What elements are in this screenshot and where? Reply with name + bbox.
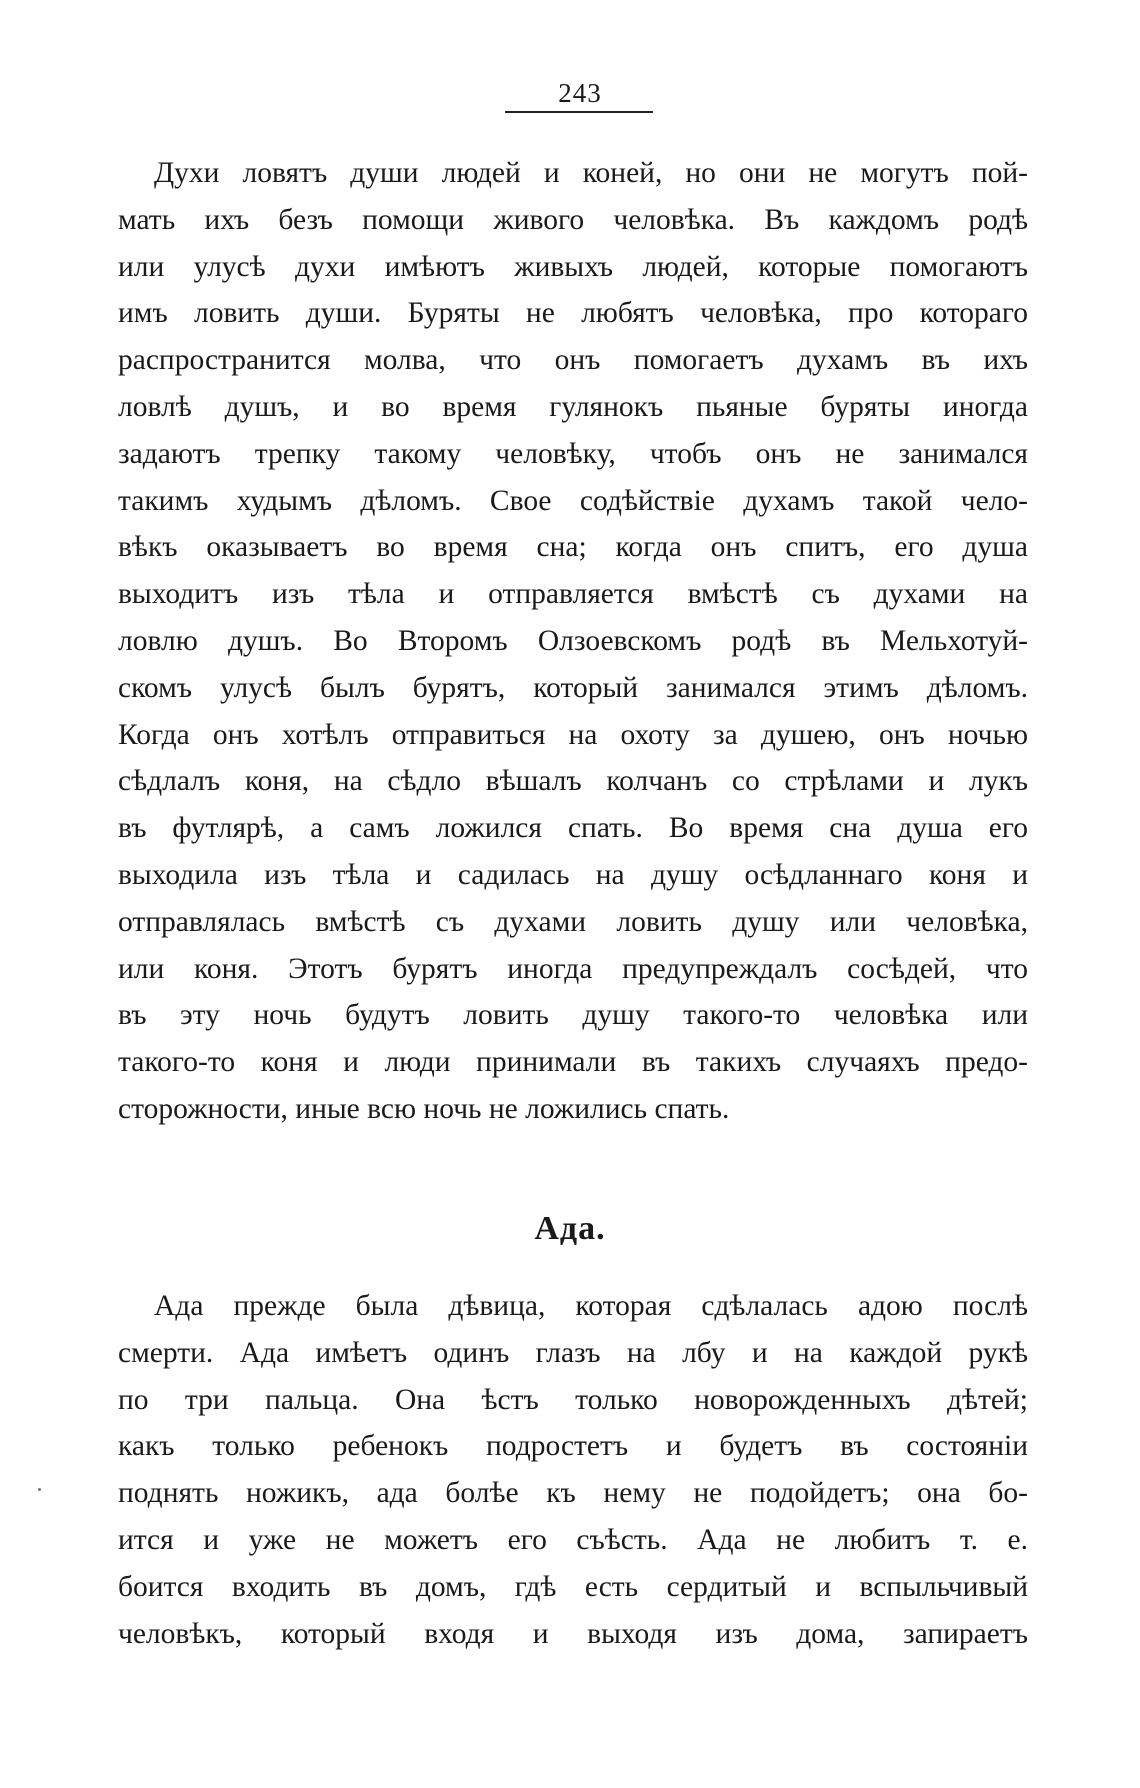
- text-line: Ада прежде была дѣвица, которая сдѣлалась адою послѣ: [154, 1290, 1028, 1322]
- text-line: имъ ловить души. Буряты не любятъ человѣка, про котораго: [118, 297, 1028, 330]
- text-line: задаютъ трепку такому человѣку, чтобъ онъ не занимался: [118, 437, 1028, 470]
- text-line: отправлялась вмѣстѣ съ духами ловить душу или человѣка,: [118, 905, 1028, 938]
- text-line: сѣдлалъ коня, на сѣдло вѣшалъ колчанъ со стрѣлами и лукъ: [118, 765, 1028, 798]
- text-line: какъ только ребенокъ подростетъ и будетъ въ состояніи: [118, 1430, 1028, 1463]
- text-line: или улусѣ духи имѣютъ живыхъ людей, которые помогаютъ: [118, 250, 1028, 283]
- text-line: мать ихъ безъ помощи живого человѣка. Въ каждомъ родѣ: [118, 203, 1028, 236]
- text-line: такимъ худымъ дѣломъ. Свое содѣйствіе духамъ такой чело-: [118, 484, 1028, 517]
- page-number-rule: [505, 111, 653, 113]
- text-line: такого-то коня и люди принимали въ такихъ случаяхъ предо-: [118, 1046, 1028, 1079]
- margin-speck: [38, 1488, 41, 1491]
- text-line: или коня. Этотъ бурятъ иногда предупреждалъ сосѣдей, что: [118, 952, 1028, 985]
- text-line: ится и уже не можетъ его съѣсть. Ада не любитъ т. е.: [118, 1523, 1028, 1556]
- text-line: ловлю душъ. Во Второмъ Олзоевскомъ родѣ въ Мельхотуй-: [118, 624, 1028, 657]
- text-line: смерти. Ада имѣетъ одинъ глазъ на лбу и на каждой рукѣ: [118, 1336, 1028, 1369]
- text-line: ловлѣ душъ, и во время гулянокъ пьяные буряты иногда: [118, 390, 1028, 423]
- text-line: поднять ножикъ, ада болѣе къ нему не подойдетъ; она бо-: [118, 1477, 1028, 1510]
- body-paragraph-1: [118, 150, 1028, 1133]
- text-line: въ эту ночь будутъ ловить душу такого-то человѣка или: [118, 999, 1028, 1032]
- section-heading: Ада.: [534, 1210, 606, 1247]
- body-paragraph-2: [118, 1283, 1028, 1657]
- page-number: 243: [558, 78, 602, 108]
- text-line: выходитъ изъ тѣла и отправляется вмѣстѣ съ духами на: [118, 578, 1028, 611]
- text-line: человѣкъ, который входя и выходя изъ дома, запираетъ: [118, 1617, 1028, 1650]
- text-line: выходила изъ тѣла и садилась на душу осѣдланнаго коня и: [118, 858, 1028, 891]
- text-line: Когда онъ хотѣлъ отправиться на охоту за душею, онъ ночью: [118, 718, 1028, 751]
- text-line: Духи ловятъ души людей и коней, но они не могутъ пой-: [154, 157, 1028, 189]
- text-line: скомъ улусѣ былъ бурятъ, который занимался этимъ дѣломъ.: [118, 671, 1028, 704]
- text-line: распространится молва, что онъ помогаетъ духамъ въ ихъ: [118, 344, 1028, 377]
- text-line: по три пальца. Она ѣстъ только новорожденныхъ дѣтей;: [118, 1383, 1028, 1416]
- text-line: вѣкъ оказываетъ во время сна; когда онъ спитъ, его душа: [118, 531, 1028, 564]
- text-line: сторожности, иные всю ночь не ложились спать.: [118, 1092, 730, 1125]
- text-line: въ футлярѣ, а самъ ложился спать. Во время сна душа его: [118, 812, 1028, 845]
- text-line: боится входить въ домъ, гдѣ есть сердитый и вспыльчивый: [118, 1570, 1028, 1603]
